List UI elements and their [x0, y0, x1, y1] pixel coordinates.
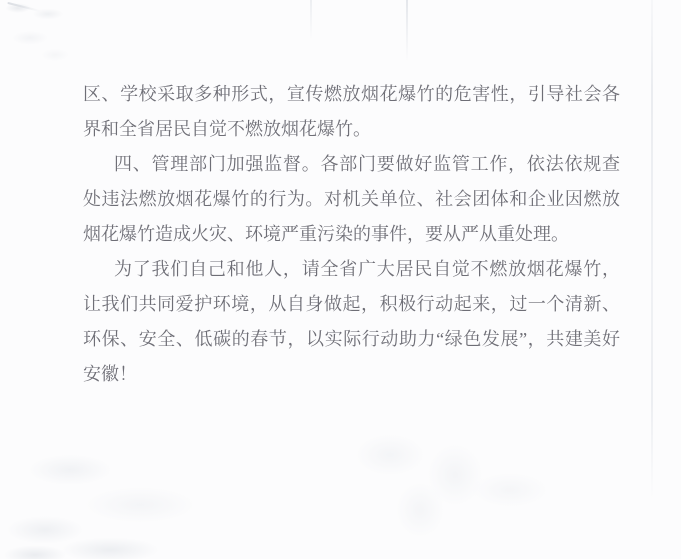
text-line-1: 区、学校采取多种形式，宣传燃放烟花爆竹的危害性，引导社会各 — [83, 84, 620, 104]
text-line-3: 四、管理部门加强监督。各部门要做好监管工作，依法依规查 — [114, 154, 620, 174]
text-line-9: 安徽！ — [83, 364, 137, 384]
text-line-5: 烟花爆竹造成火灾、环境严重污染的事件，要从严从重处理。 — [83, 224, 569, 244]
text-line-8: 环保、安全、低碳的春节，以实际行动助力“绿色发展”，共建美好 — [83, 329, 620, 349]
text-line-2: 界和全省居民自觉不燃放烟花爆竹。 — [83, 119, 371, 139]
text-line-6: 为了我们自己和他人，请全省广大居民自觉不燃放烟花爆竹， — [114, 259, 620, 279]
scan-streak-right-edge — [651, 0, 653, 500]
document-text-block — [83, 77, 620, 392]
text-line-7: 让我们共同爱护环境，从自身做起，积极行动起来，过一个清新、 — [83, 294, 620, 314]
scan-noise-bottom-left — [0, 430, 300, 559]
scan-corner-mark — [7, 2, 40, 12]
scan-smudge-top-left — [0, 0, 90, 70]
text-line-4: 处违法燃放烟花爆竹的行为。对机关单位、社会团体和企业因燃放 — [83, 189, 620, 209]
scan-streak-top-2 — [406, 0, 408, 62]
scan-streak-top-1 — [310, 0, 312, 40]
scan-noise-bottom-center — [330, 420, 570, 540]
